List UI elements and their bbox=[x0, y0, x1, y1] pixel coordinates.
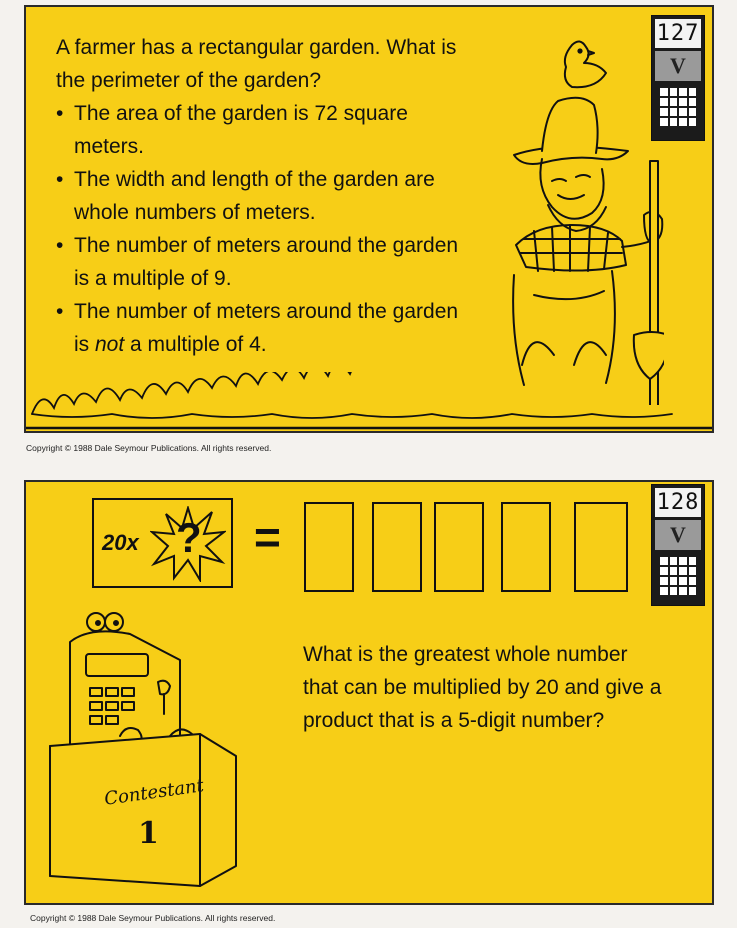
farmer-illustration bbox=[494, 35, 664, 405]
problem-card-128 bbox=[24, 480, 714, 905]
clue-text: a multiple of 4. bbox=[124, 333, 267, 356]
card-number-badge bbox=[651, 484, 705, 606]
podium-label: Contestant bbox=[103, 775, 206, 810]
answer-box bbox=[501, 502, 551, 592]
podium-number: 1 bbox=[138, 816, 159, 851]
answer-box bbox=[574, 502, 628, 592]
clue-item: • The width and length of the garden are whole numbers of meters. bbox=[56, 163, 476, 229]
problem-text bbox=[56, 31, 476, 361]
equation-left: 20x bbox=[102, 530, 139, 555]
problem-card-127 bbox=[24, 5, 714, 433]
copyright-notice: Copyright © 1988 Dale Seymour Publications. All rights reserved. bbox=[30, 913, 276, 923]
clue-list bbox=[56, 97, 476, 361]
answer-box bbox=[372, 502, 422, 592]
problem-intro: A farmer has a rectangular garden. What is the perimeter of the garden? bbox=[56, 36, 457, 92]
card-number: 128 bbox=[656, 490, 700, 515]
answer-box bbox=[434, 502, 484, 592]
answer-box bbox=[304, 502, 354, 592]
question-text: What is the greatest whole number that can be multiplied by 20 and give a product that is a 5-digit number? bbox=[303, 643, 662, 732]
copyright-notice: Copyright © 1988 Dale Seymour Publications. All rights reserved. bbox=[26, 443, 272, 453]
calculator-contestant-illustration bbox=[40, 600, 280, 900]
card-number: 127 bbox=[656, 21, 700, 46]
bushes-illustration bbox=[26, 372, 714, 432]
badge-letter: V bbox=[655, 51, 701, 81]
calculator-icon bbox=[660, 557, 696, 595]
clue-emphasis: not bbox=[95, 333, 125, 356]
clue-item: • The area of the garden is 72 square meters. bbox=[56, 97, 476, 163]
badge-letter: V bbox=[655, 520, 701, 550]
mystery-number: ? bbox=[176, 514, 202, 561]
clue-text: The number of meters around the garden is bbox=[74, 300, 459, 356]
equals-sign: = bbox=[254, 511, 281, 563]
clue-item bbox=[56, 295, 476, 361]
clue-item: • The number of meters around the garden is a multiple of 9. bbox=[56, 229, 476, 295]
calculator-icon bbox=[660, 88, 696, 126]
equation-frame bbox=[92, 498, 233, 588]
